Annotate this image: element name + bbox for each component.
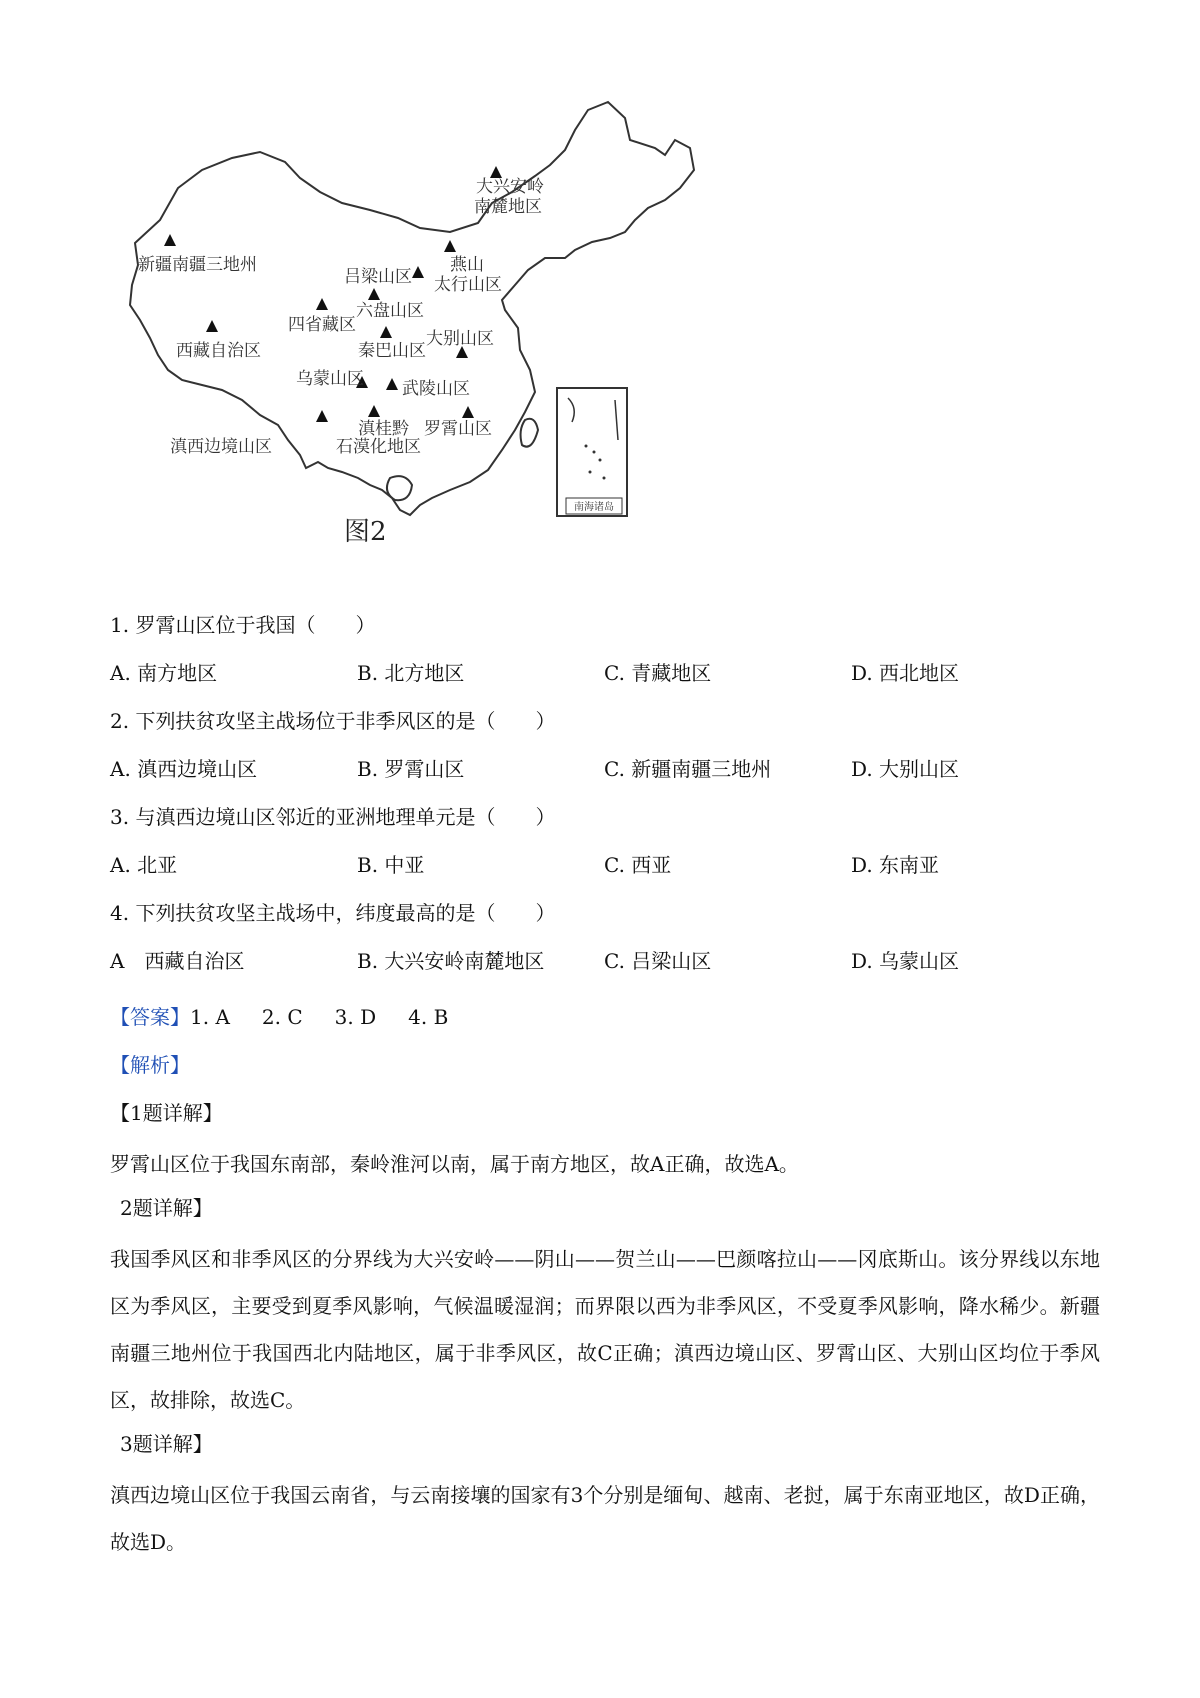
label-xizang: 西藏自治区 bbox=[176, 341, 261, 361]
label-dabie: 大别山区 bbox=[426, 329, 494, 349]
explanation-title: 3题详解】 bbox=[120, 1432, 213, 1456]
explanation-paragraph: 罗霄山区位于我国东南部，秦岭淮河以南，属于南方地区，故A正确，故选A。 bbox=[110, 1152, 799, 1176]
marker-luoxiao bbox=[462, 406, 474, 418]
marker-sisheng bbox=[316, 298, 328, 310]
option-c: C. 青藏地区 bbox=[604, 661, 712, 685]
marker-dianguiqian bbox=[368, 405, 380, 417]
option-row bbox=[110, 749, 1100, 789]
label-dianxi: 滇西边境山区 bbox=[170, 437, 272, 457]
option-a: A 西藏自治区 bbox=[110, 949, 245, 973]
marker-yanshan bbox=[444, 240, 456, 252]
answer-line bbox=[110, 997, 1100, 1037]
label-luoxiao: 罗霄山区 bbox=[424, 419, 492, 439]
explanation-paragraph: 滇西边境山区位于我国云南省，与云南接壤的国家有3个分别是缅甸、越南、老挝，属于东南亚地区，故D正确，故选D。 bbox=[110, 1483, 1100, 1554]
marker-qinba bbox=[380, 326, 392, 338]
option-d: D. 乌蒙山区 bbox=[851, 949, 960, 973]
answer-item: 4. B bbox=[408, 1005, 449, 1029]
explanation-paragraph: 我国季风区和非季风区的分界线为大兴安岭——阴山——贺兰山——巴颜喀拉山——冈底斯山。该分界线以东地区为季风区，主要受到夏季风影响，气候温暖湿润；而界限以西为非季风区，不受夏季风影响，降水稀少。新疆南疆三地州位于我国西北内陆地区，属于非季风区，故C正确；滇西边境山区、罗霄山区、大别山区均位于季风区，故排除，故选C。 bbox=[110, 1247, 1100, 1412]
explanation-2 bbox=[110, 1188, 1100, 1424]
explanation-1 bbox=[110, 1093, 1100, 1188]
option-c: C. 新疆南疆三地州 bbox=[604, 757, 772, 781]
marker-xinjiang bbox=[164, 234, 176, 246]
label-xinjiang: 新疆南疆三地州 bbox=[138, 255, 257, 275]
document-body bbox=[110, 605, 1100, 1566]
label-daxinganling: 大兴安岭 bbox=[476, 177, 544, 197]
explanation-3 bbox=[110, 1424, 1100, 1566]
option-d: D. 西北地区 bbox=[851, 661, 960, 685]
label-nanlu: 南麓地区 bbox=[474, 197, 542, 217]
option-d: D. 东南亚 bbox=[851, 853, 940, 877]
label-lvliang: 吕梁山区 bbox=[344, 267, 412, 287]
region-labels bbox=[138, 177, 544, 457]
label-shimohua: 石漠化地区 bbox=[336, 437, 421, 457]
option-b: B. 中亚 bbox=[357, 853, 425, 877]
option-b: B. 大兴安岭南麓地区 bbox=[357, 949, 545, 973]
option-row bbox=[110, 845, 1100, 885]
answer-item: 3. D bbox=[334, 1005, 377, 1029]
analysis-label: 【解析】 bbox=[110, 1053, 190, 1077]
question-stem: 3. 与滇西边境山区邻近的亚洲地理单元是（ ） bbox=[110, 805, 556, 829]
label-qinba: 秦巴山区 bbox=[358, 341, 426, 361]
option-d: D. 大别山区 bbox=[851, 757, 960, 781]
label-liupan: 六盘山区 bbox=[356, 301, 424, 321]
marker-xizang bbox=[206, 320, 218, 332]
option-c: C. 吕梁山区 bbox=[604, 949, 712, 973]
explanation-title: 2题详解】 bbox=[120, 1196, 213, 1220]
label-wuling: 武陵山区 bbox=[402, 379, 470, 399]
option-a: A. 北亚 bbox=[110, 853, 178, 877]
map-svg bbox=[120, 100, 700, 600]
explanation-title: 【1题详解】 bbox=[110, 1101, 223, 1125]
label-taihang: 太行山区 bbox=[434, 275, 502, 295]
question-3 bbox=[110, 797, 1100, 885]
option-row bbox=[110, 941, 1100, 981]
question-2 bbox=[110, 701, 1100, 789]
hainan-island bbox=[387, 476, 412, 500]
figure-caption: 图2 bbox=[344, 517, 387, 547]
marker-dianxi bbox=[316, 410, 328, 422]
south-china-sea-inset bbox=[557, 388, 627, 516]
marker-liupan bbox=[368, 288, 380, 300]
option-b: B. 罗霄山区 bbox=[357, 757, 465, 781]
option-row bbox=[110, 653, 1100, 693]
marker-wuling bbox=[386, 378, 398, 390]
question-stem: 1. 罗霄山区位于我国（ ） bbox=[110, 613, 376, 637]
option-a: A. 南方地区 bbox=[110, 661, 218, 685]
question-1 bbox=[110, 605, 1100, 693]
label-sisheng: 四省藏区 bbox=[288, 315, 356, 335]
answer-item: 1. A bbox=[190, 1005, 230, 1029]
question-stem: 4. 下列扶贫攻坚主战场中，纬度最高的是（ ） bbox=[110, 901, 556, 925]
answer-label: 【答案】 bbox=[110, 1005, 190, 1029]
question-stem: 2. 下列扶贫攻坚主战场位于非季风区的是（ ） bbox=[110, 709, 556, 733]
option-a: A. 滇西边境山区 bbox=[110, 757, 258, 781]
option-c: C. 西亚 bbox=[604, 853, 672, 877]
taiwan-island bbox=[521, 419, 538, 447]
option-b: B. 北方地区 bbox=[357, 661, 465, 685]
answer-item: 2. C bbox=[261, 1005, 303, 1029]
china-poverty-map bbox=[120, 100, 700, 600]
label-yanshan: 燕山 bbox=[450, 255, 484, 275]
inset-label: 南海诸岛 bbox=[574, 502, 614, 513]
label-wumeng: 乌蒙山区 bbox=[296, 369, 364, 389]
label-dianguiqian: 滇桂黔 bbox=[358, 419, 409, 439]
marker-lvliang bbox=[412, 266, 424, 278]
question-4 bbox=[110, 893, 1100, 981]
